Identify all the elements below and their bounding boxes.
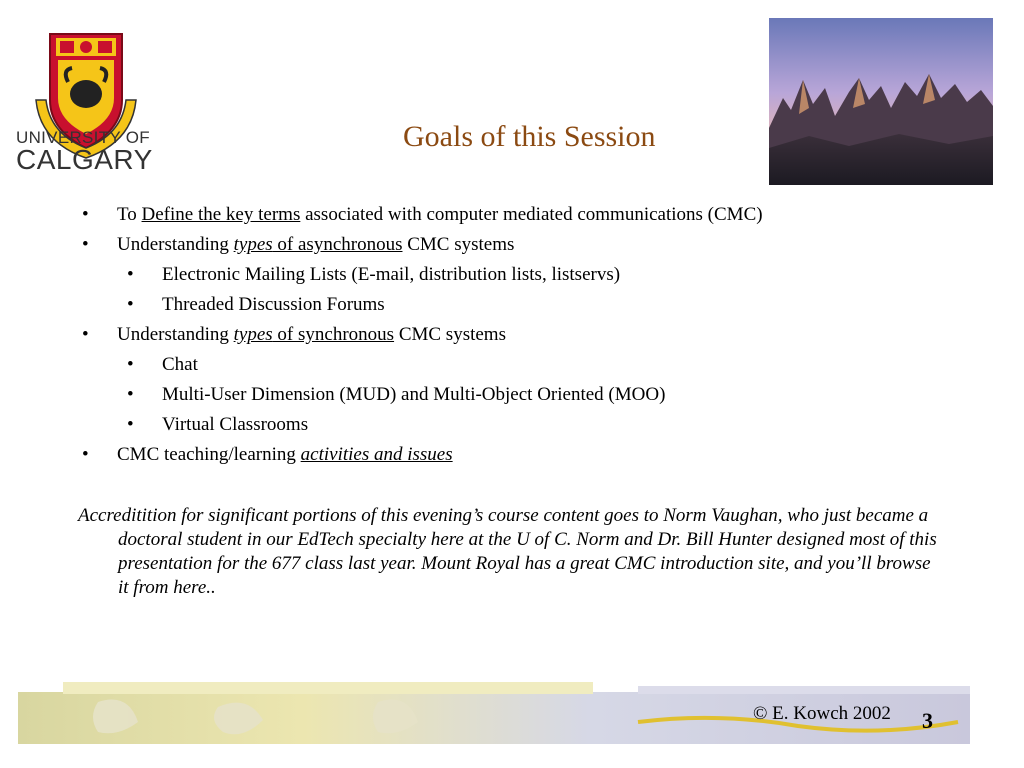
logo-text-calgary: CALGARY xyxy=(16,144,153,175)
sync-link[interactable]: of synchronous xyxy=(272,324,395,345)
bullet-icon: • xyxy=(127,264,134,285)
bullet-text: Threaded Discussion Forums xyxy=(162,294,385,315)
bullet-text: Multi-User Dimension (MUD) and Multi-Object Oriented (MOO) xyxy=(162,384,666,405)
bullet-icon: • xyxy=(82,204,89,225)
bullet-icon: • xyxy=(127,294,134,315)
bullet-text: CMC teaching/learning xyxy=(117,444,301,465)
async-link[interactable]: of asynchronous xyxy=(272,234,403,255)
page-number: 3 xyxy=(922,708,933,733)
bullet-icon: • xyxy=(82,234,89,255)
mountain-photo xyxy=(769,18,993,185)
bullet-text: Virtual Classrooms xyxy=(162,414,309,435)
bullet-icon: • xyxy=(82,444,89,465)
async-types-link[interactable]: types xyxy=(233,234,273,255)
logo-text-university-of: UNIVERSITY OF xyxy=(16,128,150,147)
sync-types-link[interactable]: types xyxy=(233,324,273,345)
bullet-text: CMC systems xyxy=(394,324,506,345)
bullet-text: Chat xyxy=(162,354,198,375)
bullet-text: associated with computer mediated communications (CMC) xyxy=(300,204,763,225)
bullet-text: Understanding xyxy=(117,234,234,255)
key-terms-link[interactable]: Define the key terms xyxy=(141,204,301,225)
accreditation-text: Accreditition for significant portions of this evening’s course content goes to Norm Vaughan, who just became a doctoral student in our EdTech specialty here at the U of C. Norm and Dr. Bill Hunter designed most of this presentation for the 677 class last year. Mount Royal has a great CMC introduction site, and you’ll browse it from here.. xyxy=(78,505,937,598)
bullet-text: To xyxy=(117,204,142,225)
bullet-icon: • xyxy=(82,324,89,345)
bullet-text: CMC systems xyxy=(402,234,515,255)
bullet-icon: • xyxy=(127,354,134,375)
copyright-text: © E. Kowch 2002 xyxy=(753,703,891,724)
bullet-icon: • xyxy=(127,384,134,405)
bullet-text: Understanding xyxy=(117,324,234,345)
slide-title: Goals of this Session xyxy=(403,120,656,153)
activities-issues-link[interactable]: activities and issues xyxy=(300,444,453,465)
bullet-icon: • xyxy=(127,414,134,435)
bullet-text: Electronic Mailing Lists (E-mail, distribution lists, listservs) xyxy=(162,264,621,285)
accreditation-note xyxy=(78,504,938,600)
